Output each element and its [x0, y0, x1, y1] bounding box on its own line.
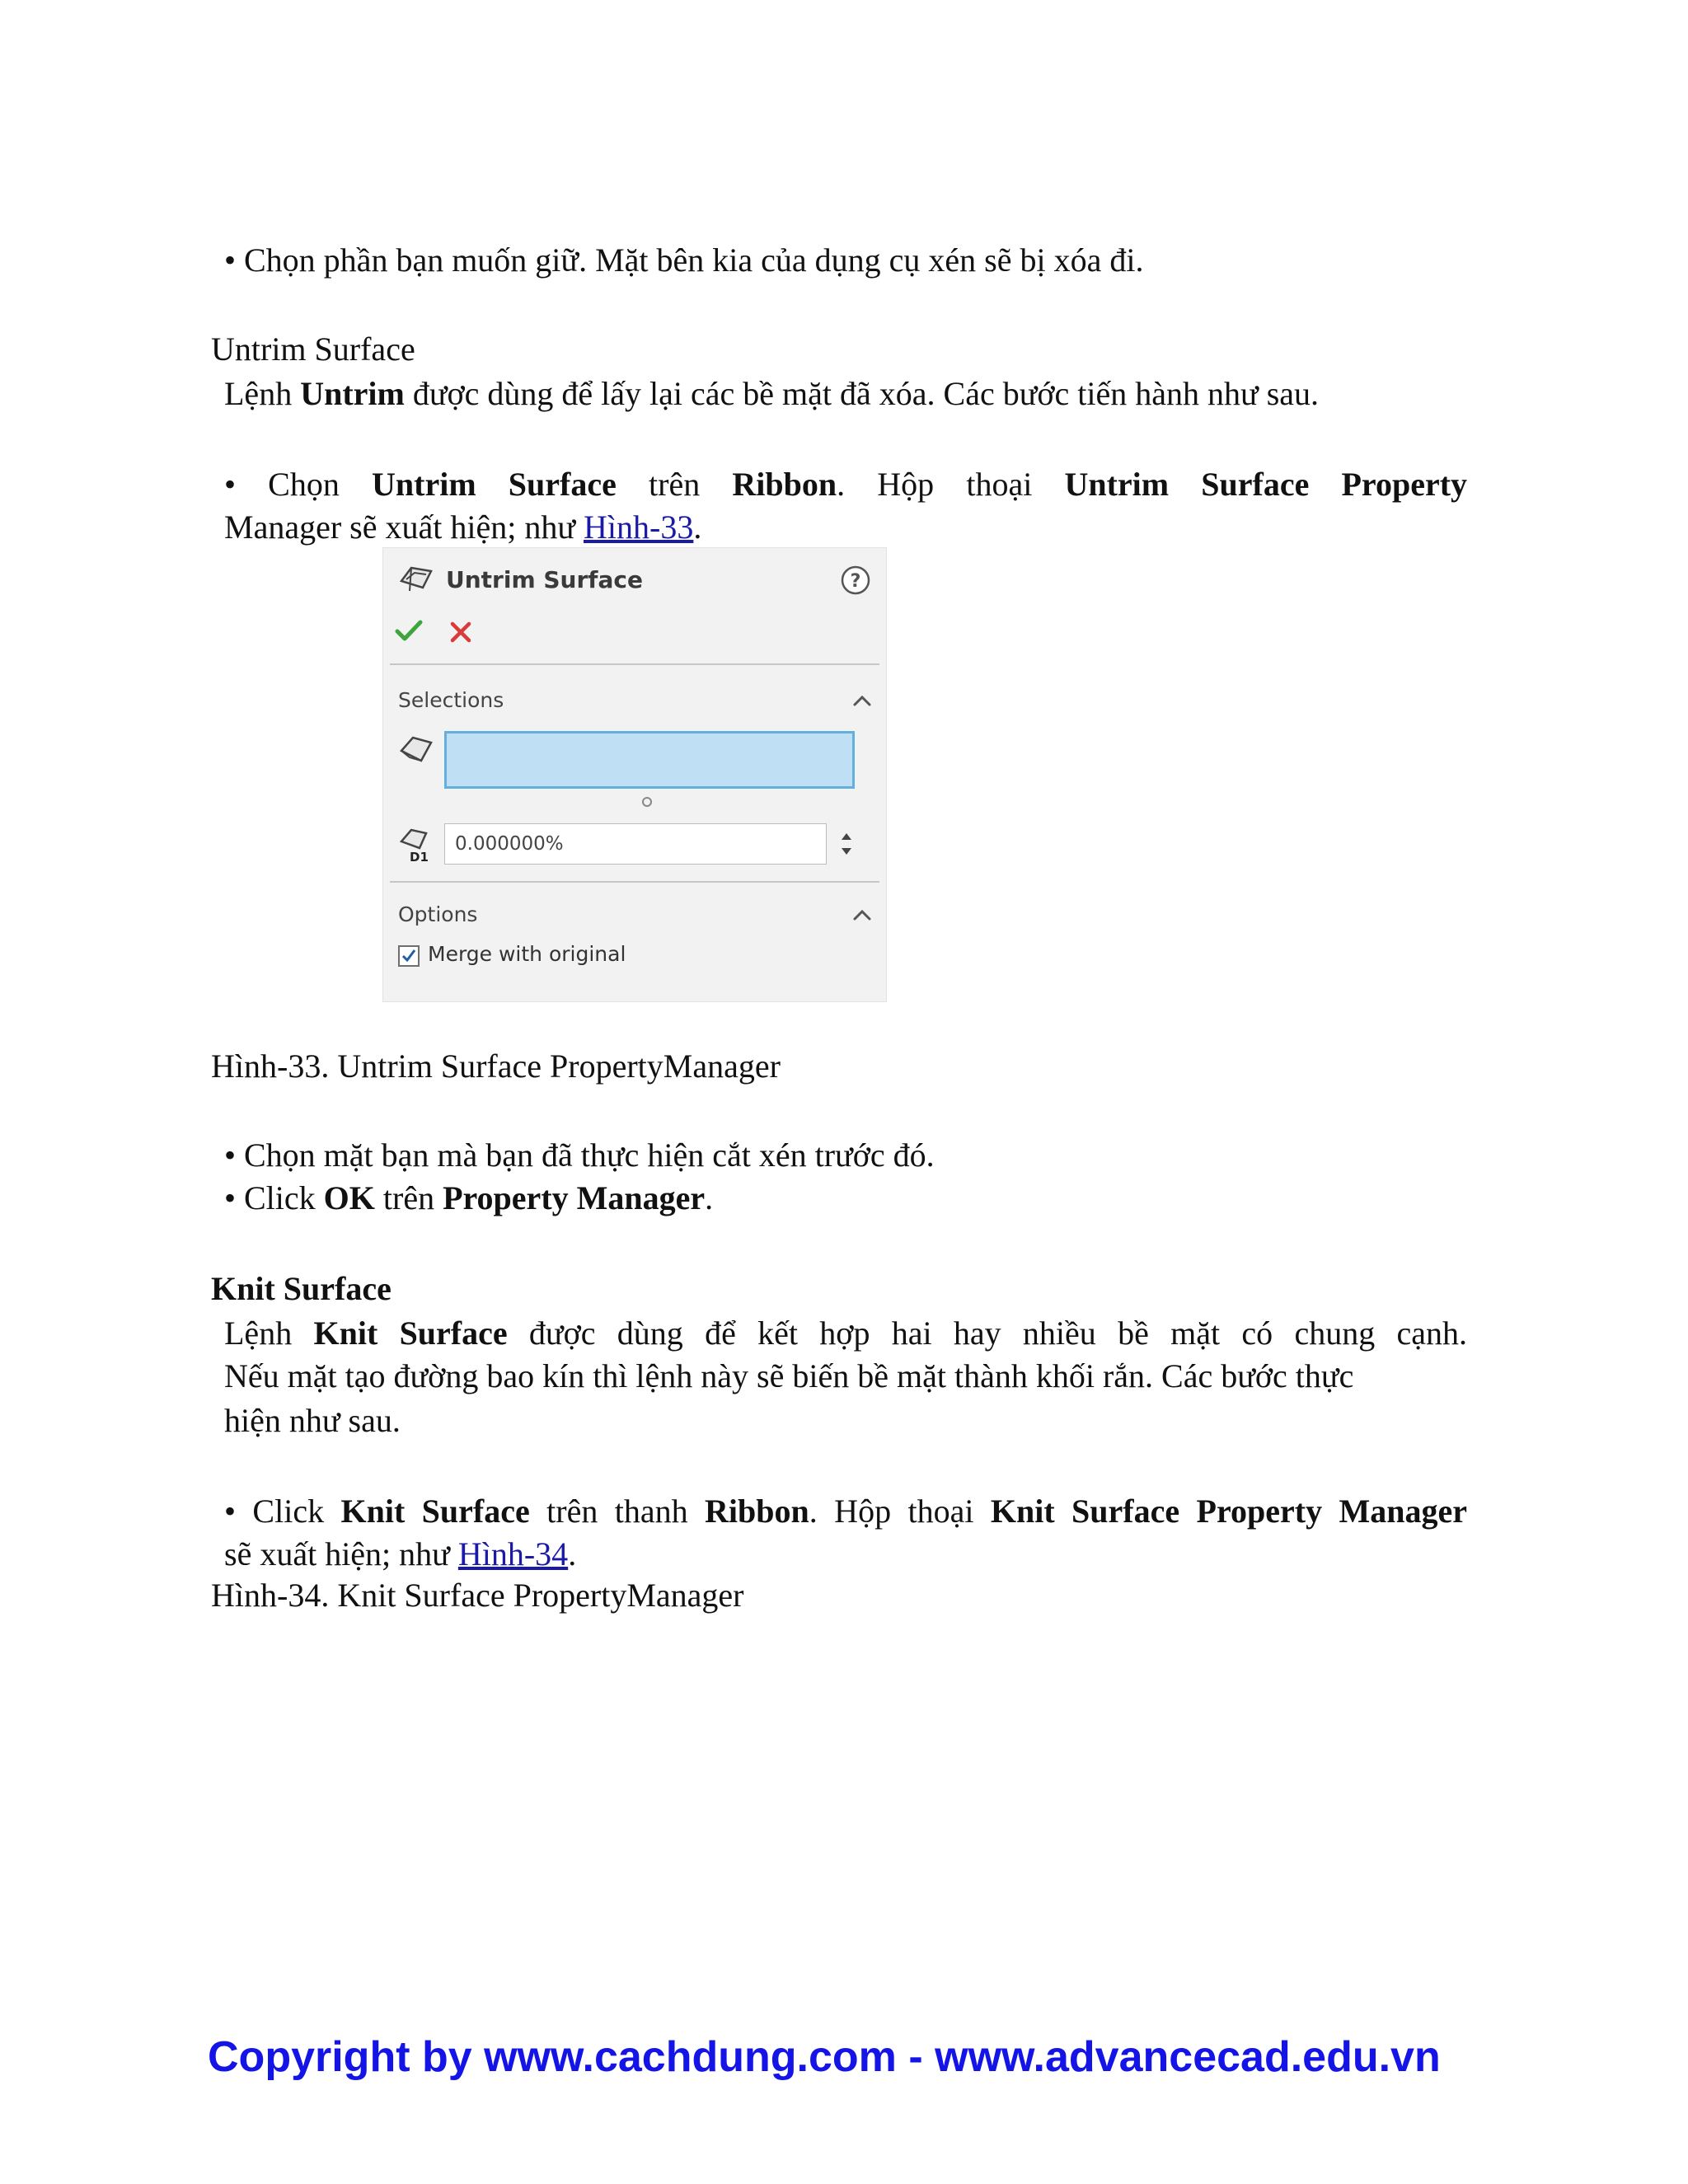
cancel-x-icon[interactable]	[449, 621, 472, 644]
checkbox-check-icon	[400, 947, 418, 965]
pm-divider	[390, 881, 879, 883]
options-section-label: Options	[398, 902, 478, 926]
bullet-keep-side: • Chọn phần bạn muốn giữ. Mặt bên kia của dụng cụ xén sẽ bị xóa đi.	[224, 241, 1144, 279]
merge-with-original-label: Merge with original	[428, 942, 626, 966]
merge-with-original-checkbox[interactable]	[398, 945, 420, 967]
caption-hinh-34: Hình-34. Knit Surface PropertyManager	[211, 1577, 744, 1614]
selections-section-label: Selections	[398, 688, 504, 712]
heading-untrim-surface: Untrim Surface	[211, 330, 415, 368]
heading-knit-surface: Knit Surface	[211, 1270, 392, 1307]
help-icon[interactable]	[840, 565, 871, 596]
bullet-click-ok: • Click OK trên Property Manager.	[224, 1179, 714, 1216]
step-knit-line1: • Click Knit Surface trên thanh Ribbon. Hộp thoại Knit Surface Property Manager	[224, 1493, 1467, 1530]
bullet-select-face: • Chọn mặt bạn mà bạn đã thực hiện cắt xén trước đó.	[224, 1137, 935, 1174]
untrim-intro: Lệnh Untrim được dùng để lấy lại các bề mặt đã xóa. Các bước tiến hành như sau.	[224, 375, 1320, 412]
untrim-surface-property-manager	[382, 547, 887, 1002]
step-untrim-line2: Manager sẽ xuất hiện; như Hình-33.	[224, 509, 702, 546]
checkmark-icon[interactable]	[395, 619, 423, 644]
pm-divider	[390, 663, 879, 665]
surface-faces-icon	[398, 733, 436, 769]
svg-text:D1: D1	[410, 850, 429, 863]
link-hinh-33[interactable]: Hình-33	[584, 509, 694, 546]
step-knit-line2: sẽ xuất hiện; như Hình-34.	[224, 1535, 577, 1572]
chevron-up-icon[interactable]	[850, 688, 874, 713]
distance-percentage-input[interactable]: 0.000000%	[444, 823, 827, 865]
spin-stepper-icon[interactable]	[835, 823, 858, 865]
link-hinh-34[interactable]: Hình-34	[457, 1535, 569, 1572]
caption-hinh-33: Hình-33. Untrim Surface PropertyManager	[211, 1047, 781, 1085]
pm-title: Untrim Surface	[446, 566, 643, 593]
faces-selection-box[interactable]	[444, 731, 855, 789]
copyright-footer: Copyright by www.cachdung.com - www.advancecad.edu.vn	[208, 2033, 1441, 2081]
untrim-surface-icon	[398, 563, 436, 596]
svg-text:?: ?	[850, 571, 861, 592]
knit-intro-line2: Nếu mặt tạo đường bao kín thì lệnh này sẽ biến bề mặt thành khối rắn. Các bước thực	[224, 1357, 1354, 1394]
step-untrim-line1: • Chọn Untrim Surface trên Ribbon. Hộp thoại Untrim Surface Property	[224, 466, 1468, 503]
knit-intro-line1: Lệnh Knit Surface được dùng để kết hợp hai hay nhiều bề mặt có chung cạnh.	[224, 1315, 1467, 1352]
resize-handle-icon[interactable]	[640, 795, 654, 808]
distance-percentage-icon	[398, 825, 439, 863]
chevron-up-icon[interactable]	[850, 902, 874, 927]
knit-intro-line3: hiện như sau.	[224, 1402, 401, 1439]
